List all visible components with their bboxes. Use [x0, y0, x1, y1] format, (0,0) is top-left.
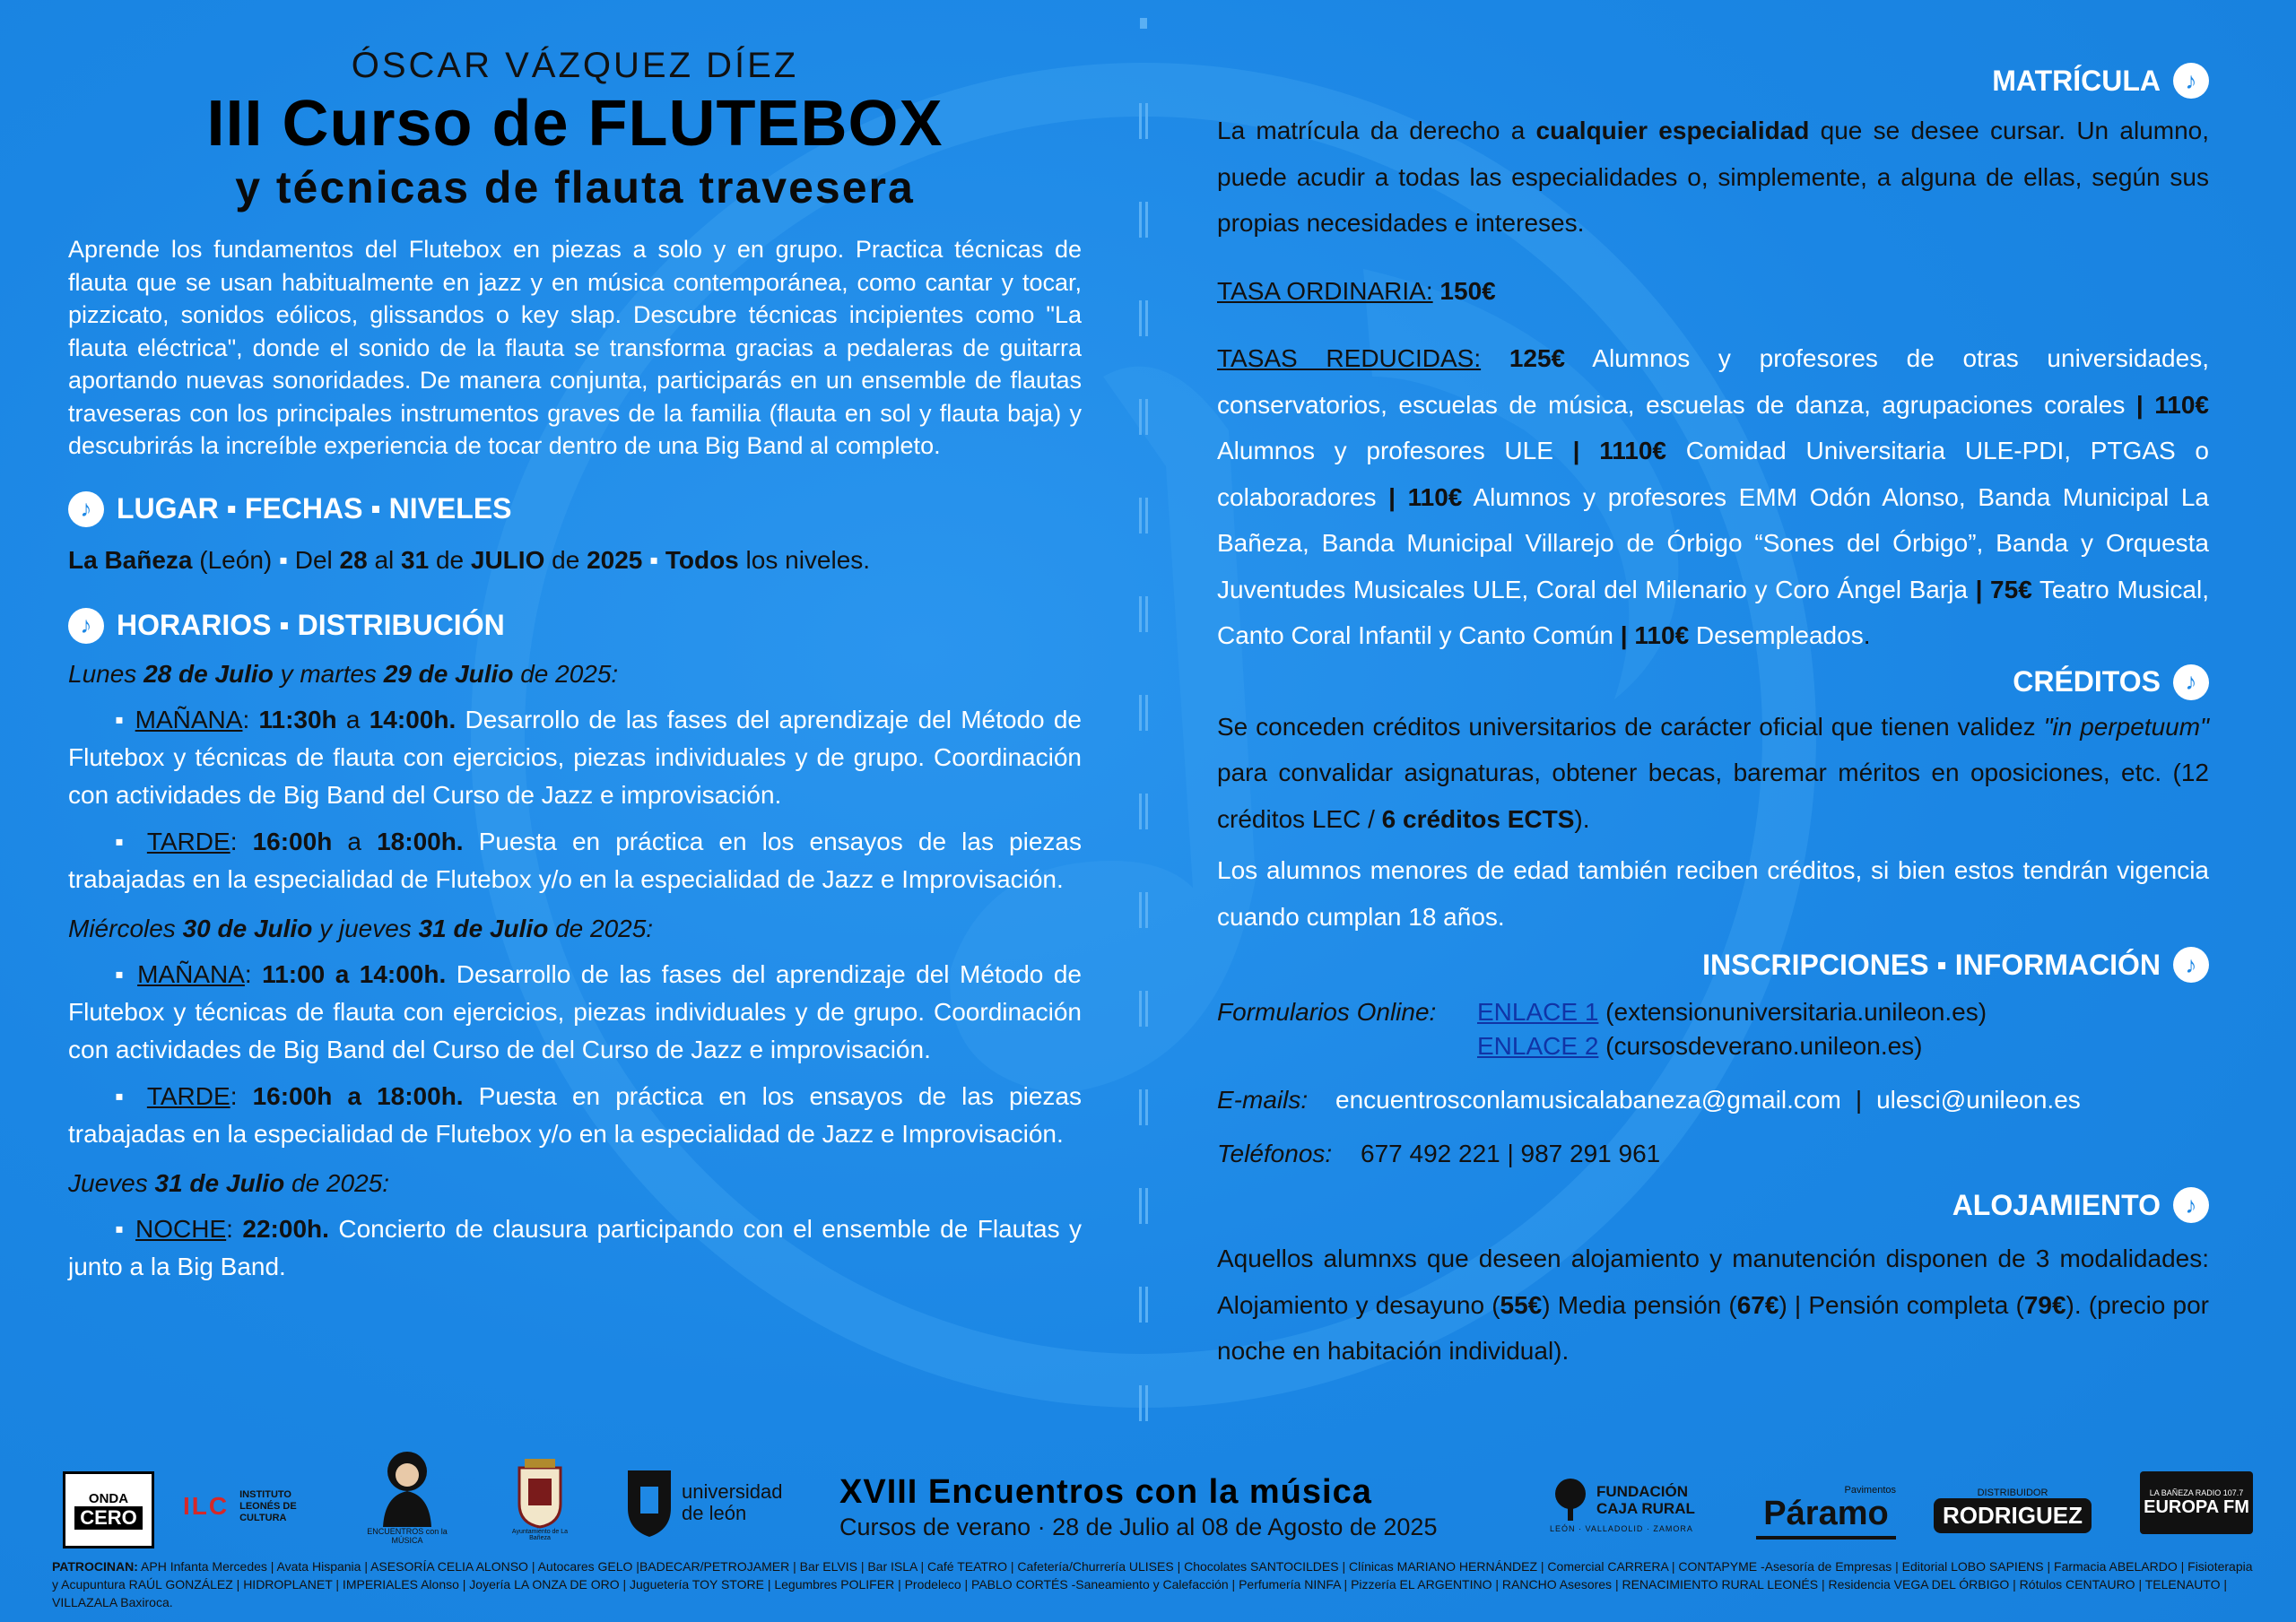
phone-numbers: 677 492 221 | 987 291 961	[1361, 1140, 1661, 1167]
logo-text: RODRIGUEZ	[1934, 1498, 2092, 1533]
text: Aquellos alumnxs que deseen alojamiento y manutención disponen de 3 modalidades: Alojamiento y desayuno (	[1217, 1245, 2209, 1319]
inscripciones-heading-text: INSCRIPCIONES ▪ INFORMACIÓN	[1702, 948, 2161, 981]
text: de 2025:	[513, 659, 619, 688]
left-column	[68, 43, 1082, 1295]
slot-time: 16:00h a 18:00h.	[252, 1081, 464, 1110]
slot-label: TARDE	[146, 827, 230, 855]
text: que se desee cursar. Un alumno, puede acudir a todas las especialidades o, simplemente, a alguna de ellas, según sus propias necesidades e intereses.	[1217, 117, 2210, 237]
slot-label: MAÑANA	[135, 705, 243, 733]
column-divider	[1137, 18, 1150, 1444]
fee-label: TASAS REDUCIDAS:	[1217, 344, 1482, 372]
author-name: ÓSCAR VÁZQUEZ DÍEZ	[351, 46, 799, 85]
matricula-intro	[1217, 108, 2209, 247]
price: 55€	[1500, 1290, 1543, 1319]
logo-text: DISTRIBUIDOR	[1977, 1487, 2048, 1498]
text: Del	[287, 545, 340, 574]
text: de	[429, 545, 471, 574]
fee-desc: Teatro Musical, Canto Coral Infantil y Canto Común	[1217, 575, 2210, 649]
slot-description: Concierto de clausura participando con el ensemble de Flautas y junto a la Big Band.	[68, 1214, 1083, 1280]
text: ).	[1574, 804, 1590, 833]
creditos-heading	[1217, 664, 2209, 700]
slot-time: 18:00h.	[377, 827, 464, 855]
logo-text: ILC	[183, 1492, 230, 1520]
radio-europa-fm-logo	[2140, 1471, 2253, 1534]
slot-description: Desarrollo de las fases del aprendizaje del Método de Flutebox y técnicas de flauta con ejercicios, piezas individuales y de grupo. Coordinación con actividades de Big Band del Curso de Jazz e improvisación.	[68, 705, 1082, 809]
course-subtitle: y técnicas de flauta travesera	[235, 162, 915, 213]
music-note-icon: ♪	[2173, 1187, 2209, 1223]
text: los niveles.	[738, 545, 871, 574]
alojamiento-heading	[1217, 1187, 2209, 1223]
alojamiento-heading-text: ALOJAMIENTO	[1952, 1188, 2161, 1221]
fee-desc: Desempleados	[1689, 621, 1864, 649]
text: Miércoles	[68, 914, 183, 942]
fee-price: | 110€	[1620, 621, 1690, 649]
tree-icon	[1550, 1478, 1591, 1522]
fee-desc: Alumnos y profesores EMM Odón Alonso, Banda Municipal La Bañeza, Banda Municipal Villarejo de Órbigo “Sones del Órbigo”, Banda y Orquesta Juventudes Musicales ULE, Coral del Milenario y Coro Ángel Barja	[1217, 482, 2210, 603]
text: para convalidar asignaturas, obtener becas, baremar méritos en oposiciones, etc. (12 créditos LEC /	[1217, 759, 2209, 833]
logo-text: Páramo	[1763, 1495, 1889, 1532]
music-note-icon: ♪	[68, 491, 104, 527]
lugar-heading-text: LUGAR ▪ FECHAS ▪ NIVELES	[117, 492, 512, 525]
text: y jueves	[312, 914, 419, 942]
lugar-details	[68, 542, 1082, 579]
separator: ▪	[279, 545, 288, 574]
logo-text: ONDA	[88, 1490, 129, 1506]
creditos-heading-text: CRÉDITOS	[2013, 665, 2161, 698]
slot-description: Puesta en práctica en los ensayos de las piezas trabajadas en la especialidad de Flutebox y/o en la especialidad de Jazz e Improvisación.	[68, 1081, 1082, 1148]
email-link[interactable]: encuentrosconlamusicalabaneza@gmail.com	[1335, 1086, 1841, 1114]
logo-text: LEÓN · VALLADOLID · ZAMORA	[1550, 1524, 1693, 1533]
lugar-heading	[68, 491, 1082, 527]
schedule-item: ▪ NOCHE: 22:00h. Concierto de clausura participando con el ensemble de Flautas y junto a la Big Band.	[68, 1214, 1083, 1280]
music-note-icon: ♪	[2173, 947, 2209, 983]
creditos-paragraph	[1217, 704, 2209, 843]
fee-price: | 110€	[2135, 390, 2210, 419]
portrait-icon	[376, 1446, 439, 1527]
text: de	[544, 545, 587, 574]
levels: Todos	[665, 545, 739, 574]
text: ). (precio por noche en habitación individual).	[1217, 1290, 2209, 1365]
separator: |	[1855, 1086, 1863, 1114]
course-title: III Curso de FLUTEBOX	[206, 88, 944, 160]
logo-text: Ayuntamiento de La Bañeza	[511, 1529, 569, 1541]
ayuntamiento-logo	[504, 1450, 576, 1548]
intro-paragraph: Aprende los fundamentos del Flutebox en piezas a solo y en grupo. Practica técnicas de flauta que se usan habitualmente en jazz y en música contemporánea, como cantar y tocar, pizzicato, sonidos eólicos, glissandos o key slap. Descubre técnicas incipientes como "La flauta eléctrica", donde el sonido de la flauta se transforma gracias a pedaleras de guitarra aportando nuevas sonoridades. De manera conjunta, participarás en un ensemble de flautas traveseras con los principales instrumentos graves de la familia (flauta en sol y flauta baja) y descubrirás la increíble experiencia de tocar dentro de una Big Band al completo.	[68, 236, 1082, 459]
separator: ▪	[642, 545, 665, 574]
date: 28 de Julio	[144, 659, 274, 688]
fee-price: | 75€	[1975, 575, 2032, 603]
rodriguez-logo	[1944, 1477, 2081, 1543]
text: La matrícula da derecho a	[1217, 117, 1536, 144]
slot-time: 11:00 a 14:00h.	[262, 959, 447, 988]
province: (León)	[192, 545, 279, 574]
date: 31 de Julio	[418, 914, 549, 942]
alojamiento-paragraph	[1217, 1236, 2209, 1375]
tasas-reducidas	[1217, 335, 2209, 659]
month: JULIO	[470, 545, 545, 574]
logo-row	[1550, 1478, 1695, 1522]
forms-links	[1477, 995, 1987, 1063]
start-day: 28	[339, 545, 368, 574]
email-link[interactable]: ulesci@unileon.es	[1876, 1086, 2081, 1114]
inscripciones-heading	[1217, 947, 2209, 983]
fee-price: 125€	[1481, 344, 1566, 372]
text: Jueves	[68, 1168, 155, 1197]
fee-desc: Alumnos y profesores de otras universidades, conservatorios, escuelas de música, escuelas de danza, agrupaciones corales	[1217, 344, 2209, 419]
schedule-item: ▪ TARDE: 16:00h a 18:00h. Puesta en práctica en los ensayos de las piezas trabajadas en la especialidad de Flutebox y/o en la especialidad de Jazz e Improvisación.	[68, 1081, 1082, 1148]
schedule-item: ▪ MAÑANA: 11:00 a 14:00h. Desarrollo de las fases del aprendizaje del Método de Flutebox y técnicas de flauta con ejercicios, piezas individuales y de grupo. Coordinación con actividades de Big Band del Curso de del Curso de Jazz e improvisación.	[68, 959, 1083, 1063]
text: de 2025:	[548, 914, 654, 942]
day-title-1	[68, 660, 1082, 689]
text: .	[1863, 621, 1871, 649]
forms-label: Formularios Online:	[1217, 998, 1437, 1026]
slot-label: NOCHE	[135, 1214, 227, 1243]
sponsors-text: APH Infanta Mercedes | Avata Hispania | ASESORÍA CELIA ALONSO | Autocares GELO |BADECAR/PETROJAMER | Bar ELVIS | Bar ISLA | Café TEATRO | Cafetería/Churrería ULISES | Chocolates SANTOCILDES | Clínicas MARIANO HERNÁNDEZ | Comercial CARRERA | CONTAPYME -Asesoría de Empresas | Editorial LOBO SAPIENS | Farmacia ABELARDO | Fisioterapia y Acupuntura RAÚL GONZÁLEZ | HIDROPLANET | IMPERIALES Alonso | Joyería LA ONZA DE ORO | Juguetería TOY STORE | Legumbres POLIFER | Prodeleco | PABLO CORTÉS -Saneamiento y Calefacción | Perfumería NINFA | Pizzería EL ARGENTINO | RANCHO Asesores | RENACIMIENTO RURAL LEONÉS | Residencia VEGA DEL ÓRBIGO | Rótulos CENTAURO | TELENAUTO | VILLAZALA Baxiroca.	[52, 1559, 2253, 1609]
encuentros-logo	[362, 1439, 452, 1552]
right-column	[1217, 63, 2209, 1375]
logo-text: universidad	[682, 1480, 783, 1503]
event-subtitle: Cursos de verano · 28 de Julio al 08 de Agosto de 2025	[839, 1514, 1438, 1540]
text: a	[332, 827, 378, 855]
fee-price: 150€	[1432, 276, 1496, 305]
phones-row	[1217, 1137, 2209, 1171]
logo-text: INSTITUTO LEONÉS DE CULTURA	[239, 1488, 297, 1523]
onda-cero-logo	[63, 1471, 154, 1548]
text: Se conceden créditos universitarios de carácter oficial que tienen validez	[1217, 712, 2044, 741]
fee-label: TASA ORDINARIA:	[1217, 276, 1433, 305]
text: de 2025:	[284, 1168, 389, 1197]
fundacion-caja-rural-logo	[1550, 1473, 1702, 1538]
slot-description: Desarrollo de las fases del aprendizaje del Método de Flutebox y técnicas de flauta con ejercicios, piezas individuales y de grupo. Coordinación con actividades de Big Band del Curso de del Curso de Jazz e improvisación.	[68, 959, 1083, 1063]
schedule-item: ▪ MAÑANA: 11:30h a 14:00h. Desarrollo de las fases del aprendizaje del Método de Flutebox y técnicas de flauta con ejercicios, piezas individuales y de grupo. Coordinación con actividades de Big Band del Curso de Jazz e improvisación.	[68, 705, 1082, 809]
logo-text-wrap	[682, 1481, 783, 1524]
date: 30 de Julio	[182, 914, 313, 942]
music-note-icon: ♪	[2173, 63, 2209, 99]
horarios-heading-text: HORARIOS ▪ DISTRIBUCIÓN	[117, 609, 505, 641]
logo-text: FUNDACIÓN CAJA RURAL	[1596, 1483, 1695, 1517]
highlight: "in perpetuum"	[2043, 712, 2209, 741]
logo-text: de león	[682, 1502, 747, 1524]
fee-price: | 110€	[1388, 482, 1463, 511]
text: Lunes	[68, 659, 144, 688]
sponsors-list	[52, 1557, 2258, 1611]
slot-time: 22:00h.	[242, 1214, 329, 1243]
logo-text: LA BAÑEZA RADIO 107.7	[2149, 1488, 2244, 1497]
text: y martes	[273, 659, 384, 688]
link-desc: (cursosdeverano.unileon.es)	[1598, 1032, 1923, 1060]
slot-time: 11:30h	[258, 705, 337, 733]
highlight: cualquier especialidad	[1535, 117, 1810, 144]
coat-of-arms-icon	[516, 1457, 564, 1529]
matricula-heading	[1217, 63, 2209, 99]
slot-label: TARDE	[146, 1081, 230, 1110]
text: ) | Pensión completa (	[1779, 1290, 2024, 1319]
highlight: 6 créditos ECTS	[1381, 804, 1575, 833]
day-title-2	[68, 915, 1082, 943]
text: a	[336, 705, 370, 733]
link-desc: (extensionuniversitaria.unileon.es)	[1598, 998, 1987, 1026]
fee-desc: Comidad Universitaria ULE-PDI, PTGAS o colaboradores	[1217, 437, 2210, 511]
price: 67€	[1736, 1290, 1779, 1319]
day-title-3	[68, 1169, 1082, 1198]
text: al	[367, 545, 402, 574]
sponsors-label: PATROCINAN:	[52, 1559, 138, 1574]
fee-price: | 1110€	[1572, 437, 1666, 464]
end-day: 31	[401, 545, 430, 574]
text: ) Media pensión (	[1542, 1290, 1737, 1319]
tasa-ordinaria	[1217, 268, 2209, 315]
horarios-heading	[68, 608, 1082, 644]
logo-text: EUROPA FM	[2144, 1496, 2249, 1517]
emails-label: E-mails:	[1217, 1086, 1309, 1114]
slot-time: 14:00h.	[369, 705, 457, 733]
fee-desc: Alumnos y profesores ULE	[1217, 437, 1573, 464]
matricula-heading-text: MATRÍCULA	[1992, 64, 2161, 97]
logo-text: Pavimentos	[1844, 1485, 1896, 1496]
slot-label: MAÑANA	[137, 959, 245, 988]
event-title: XVIII Encuentros con la música	[839, 1473, 1372, 1511]
music-note-icon: ♪	[2173, 664, 2209, 700]
year: 2025	[587, 545, 643, 574]
music-note-icon: ♪	[68, 608, 104, 644]
phones-label: Teléfonos:	[1217, 1140, 1333, 1167]
ilc-logo	[183, 1484, 371, 1529]
schedule-item: ▪ TARDE: 16:00h a 18:00h. Puesta en práctica en los ensayos de las piezas trabajadas en la especialidad de Flutebox y/o en la especialidad de Jazz e Improvisación.	[68, 827, 1082, 893]
paramo-logo	[1756, 1480, 1896, 1540]
date: 29 de Julio	[383, 659, 514, 688]
universidad-leon-logo	[624, 1464, 795, 1541]
slot-time: 16:00h	[252, 827, 333, 855]
place-name: La Bañeza	[68, 545, 193, 574]
enlace-2-link[interactable]: ENLACE 2	[1477, 1032, 1599, 1060]
price: 79€	[2023, 1290, 2066, 1319]
shield-icon	[624, 1467, 674, 1539]
logo-text: CERO	[74, 1506, 143, 1530]
slot-description: Puesta en práctica en los ensayos de las piezas trabajadas en la especialidad de Flutebox y/o en la especialidad de Jazz e Improvisación.	[68, 827, 1082, 893]
emails-row	[1217, 1083, 2209, 1117]
date: 31 de Julio	[154, 1168, 285, 1197]
forms-row	[1217, 995, 2209, 1063]
logo-text: ENCUENTROS con la MÚSICA	[367, 1527, 448, 1545]
creditos-minors: Los alumnos menores de edad también reciben créditos, si bien estos tendrán vigencia cuando cumplan 18 años.	[1217, 856, 2209, 931]
enlace-1-link[interactable]: ENLACE 1	[1477, 998, 1599, 1026]
